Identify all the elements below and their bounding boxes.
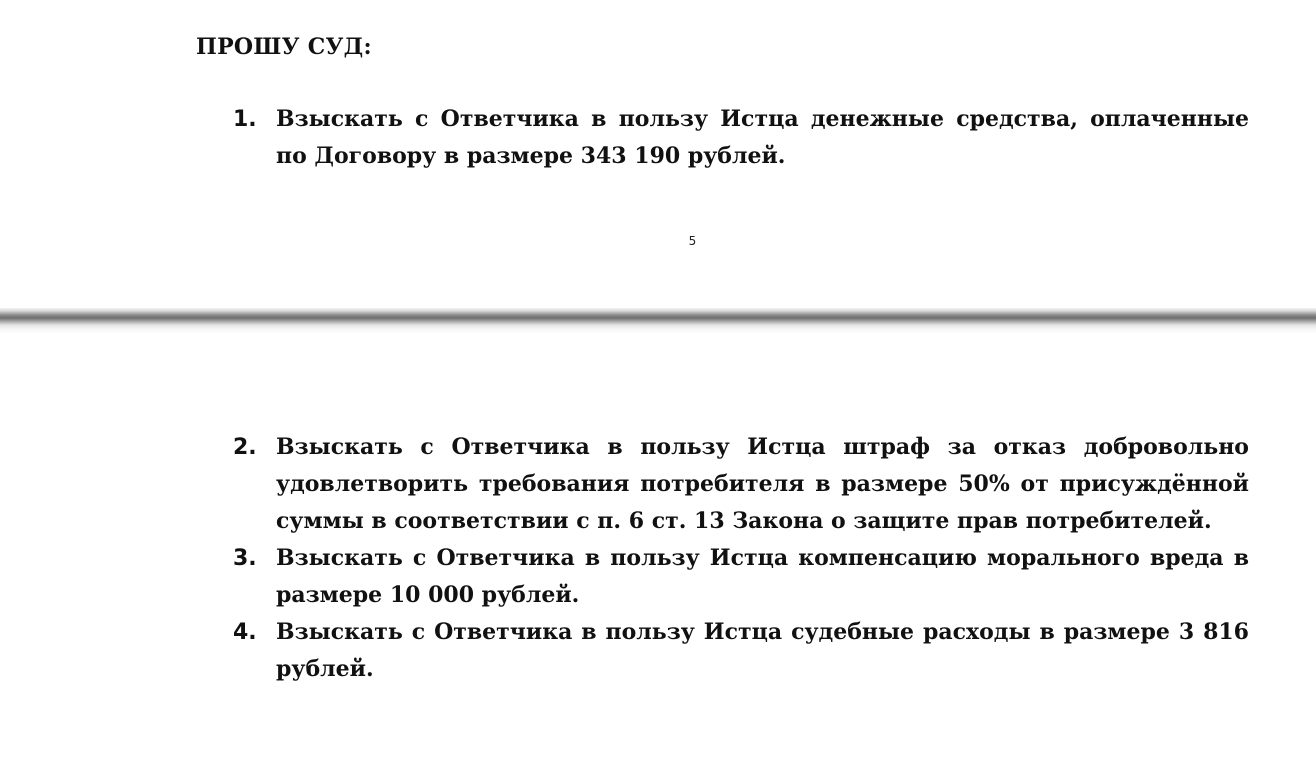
- claims-list: [233, 101, 1249, 175]
- claim-item-1: [233, 101, 1249, 175]
- claim-number: 2.: [233, 435, 257, 460]
- claim-item-4: [233, 614, 1249, 688]
- page-number: 5: [688, 234, 697, 248]
- document-page-5: [0, 0, 1316, 308]
- page-separator: [0, 308, 1316, 333]
- claim-text: Взыскать с Ответчика в пользу Истца денежные средства, оплаченные по Договору в размере 343 190 рублей.: [276, 106, 1249, 169]
- claim-number: 1.: [233, 107, 257, 132]
- claim-number: 4.: [233, 620, 257, 645]
- claim-text: Взыскать с Ответчика в пользу Истца компенсацию морального вреда в размере 10 000 рублей.: [276, 545, 1249, 608]
- claims-list-continued: [233, 429, 1249, 688]
- claim-number: 3.: [233, 546, 257, 571]
- claim-text: Взыскать с Ответчика в пользу Истца штраф за отказ добровольно удовлетворить требования потребителя в размере 50% от присуждённой суммы в соответствии с п. 6 ст. 13 Закона о защите прав потребителей.: [276, 434, 1249, 534]
- request-heading: ПРОШУ СУД:: [196, 34, 372, 60]
- claim-item-2: [233, 429, 1249, 540]
- claim-text: Взыскать с Ответчика в пользу Истца судебные расходы в размере 3 816 рублей.: [276, 619, 1249, 682]
- claim-item-3: [233, 540, 1249, 614]
